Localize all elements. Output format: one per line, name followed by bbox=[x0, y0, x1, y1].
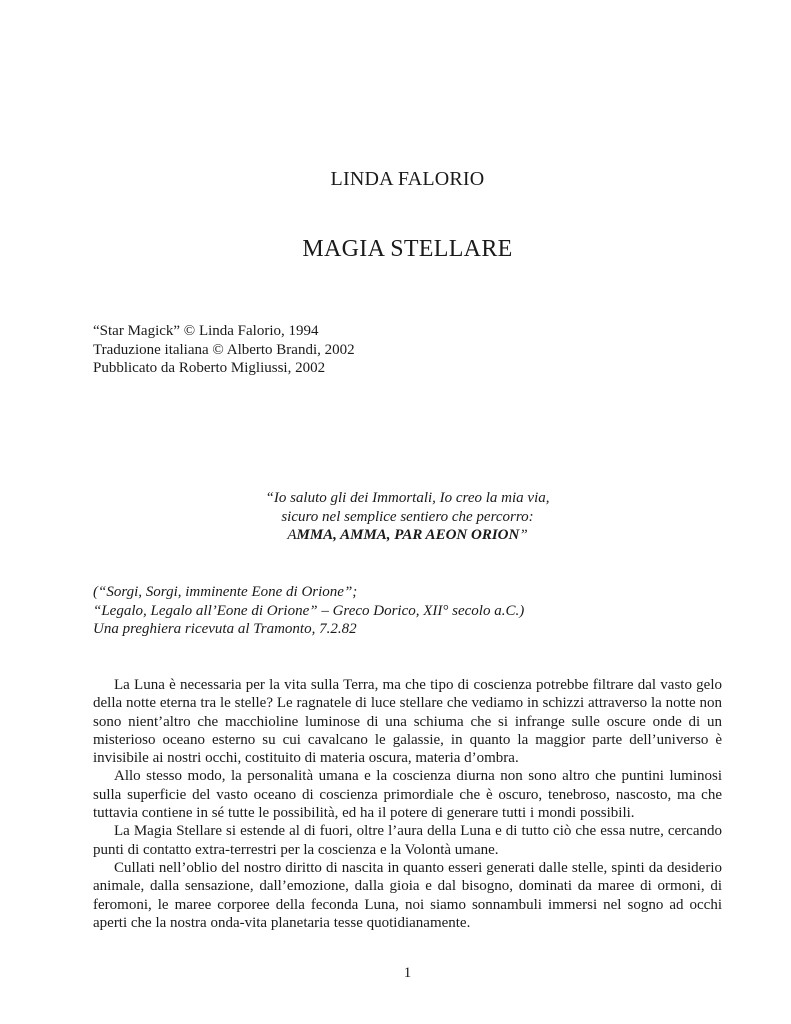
paragraph: La Luna è necessaria per la vita sulla Terra, ma che tipo di coscienza potrebbe filtrare dal vasto gelo della notte eterna tra le stelle? Le ragnatele di luce stellare che vediamo in schizzi attraverso la notte non sono nient’altro che macchioline luminose di una schiuma che si infrange sulle oscure onde di un misterioso oceano esterno su cui cavalcano le galassie, in quanto la maggior parte dell’universo è invisibile ai nostri occhi, costituito di materia oscura, materia d’ombra. bbox=[93, 677, 722, 767]
credit-line-publisher: Pubblicato da Roberto Migliussi, 2002 bbox=[93, 360, 326, 376]
note-line: (“Sorgi, Sorgi, imminente Eone di Orione”; bbox=[93, 584, 358, 600]
author-name: LINDA FALORIO bbox=[330, 168, 485, 190]
epigraph-invocation-close: ” bbox=[519, 527, 528, 543]
note-line: “Legalo, Legalo all’Eone di Orione” – Greco Dorico, XII° secolo a.C.) bbox=[93, 602, 525, 619]
credit-line-original: “Star Magick” © Linda Falorio, 1994 bbox=[93, 323, 319, 339]
epigraph-line: “Io saluto gli dei Immortali, Io creo la mia via, bbox=[265, 490, 550, 506]
paragraph: La Magia Stellare si estende al di fuori, oltre l’aura della Luna e di tutto ciò che essa nutre, cercando punti di contatto extra-terrestri per la coscienza e la Volontà umane. bbox=[93, 823, 722, 858]
paragraph: Cullati nell’oblio del nostro diritto di nascita in quanto esseri generati dalle stelle, spinti da desiderio animale, dalla sensazione, dall’emozione, dalla gioia e dal bisogno, dominati da maree di ormoni, di feromoni, le maree corporee della feconda Luna, noi siamo sonnambuli immersi nel sogno ad occhi aperti che la nostra onda-vita planetaria tesse quotidianamente. bbox=[93, 859, 722, 931]
epigraph-line: sicuro nel semplice sentiero che percorro: bbox=[281, 508, 534, 525]
paragraph: Allo stesso modo, la personalità umana e la coscienza diurna non sono altro che puntini luminosi sulla superficie del vasto oceano di coscienza primordiale che è oscuro, tenebroso, nascosto, ma che tuttavia contiene in sé tutte le possibilità, ed ha il potere di generare tutti i mondi possibili. bbox=[93, 768, 722, 822]
epigraph-invocation-bold: MMA, AMMA, PAR AEON ORION bbox=[296, 527, 520, 543]
translation-note bbox=[93, 583, 524, 639]
epigraph bbox=[0, 489, 791, 545]
note-line: Una preghiera ricevuta al Tramonto, 7.2.82 bbox=[93, 621, 357, 637]
page-number: 1 bbox=[403, 965, 412, 981]
credits-block bbox=[93, 322, 355, 378]
book-title: MAGIA STELLARE bbox=[302, 236, 513, 262]
epigraph-invocation-initial: A bbox=[287, 527, 297, 543]
epigraph-invocation bbox=[0, 526, 791, 545]
credit-line-translation: Traduzione italiana © Alberto Brandi, 2002 bbox=[93, 341, 355, 358]
body-text bbox=[93, 676, 722, 932]
